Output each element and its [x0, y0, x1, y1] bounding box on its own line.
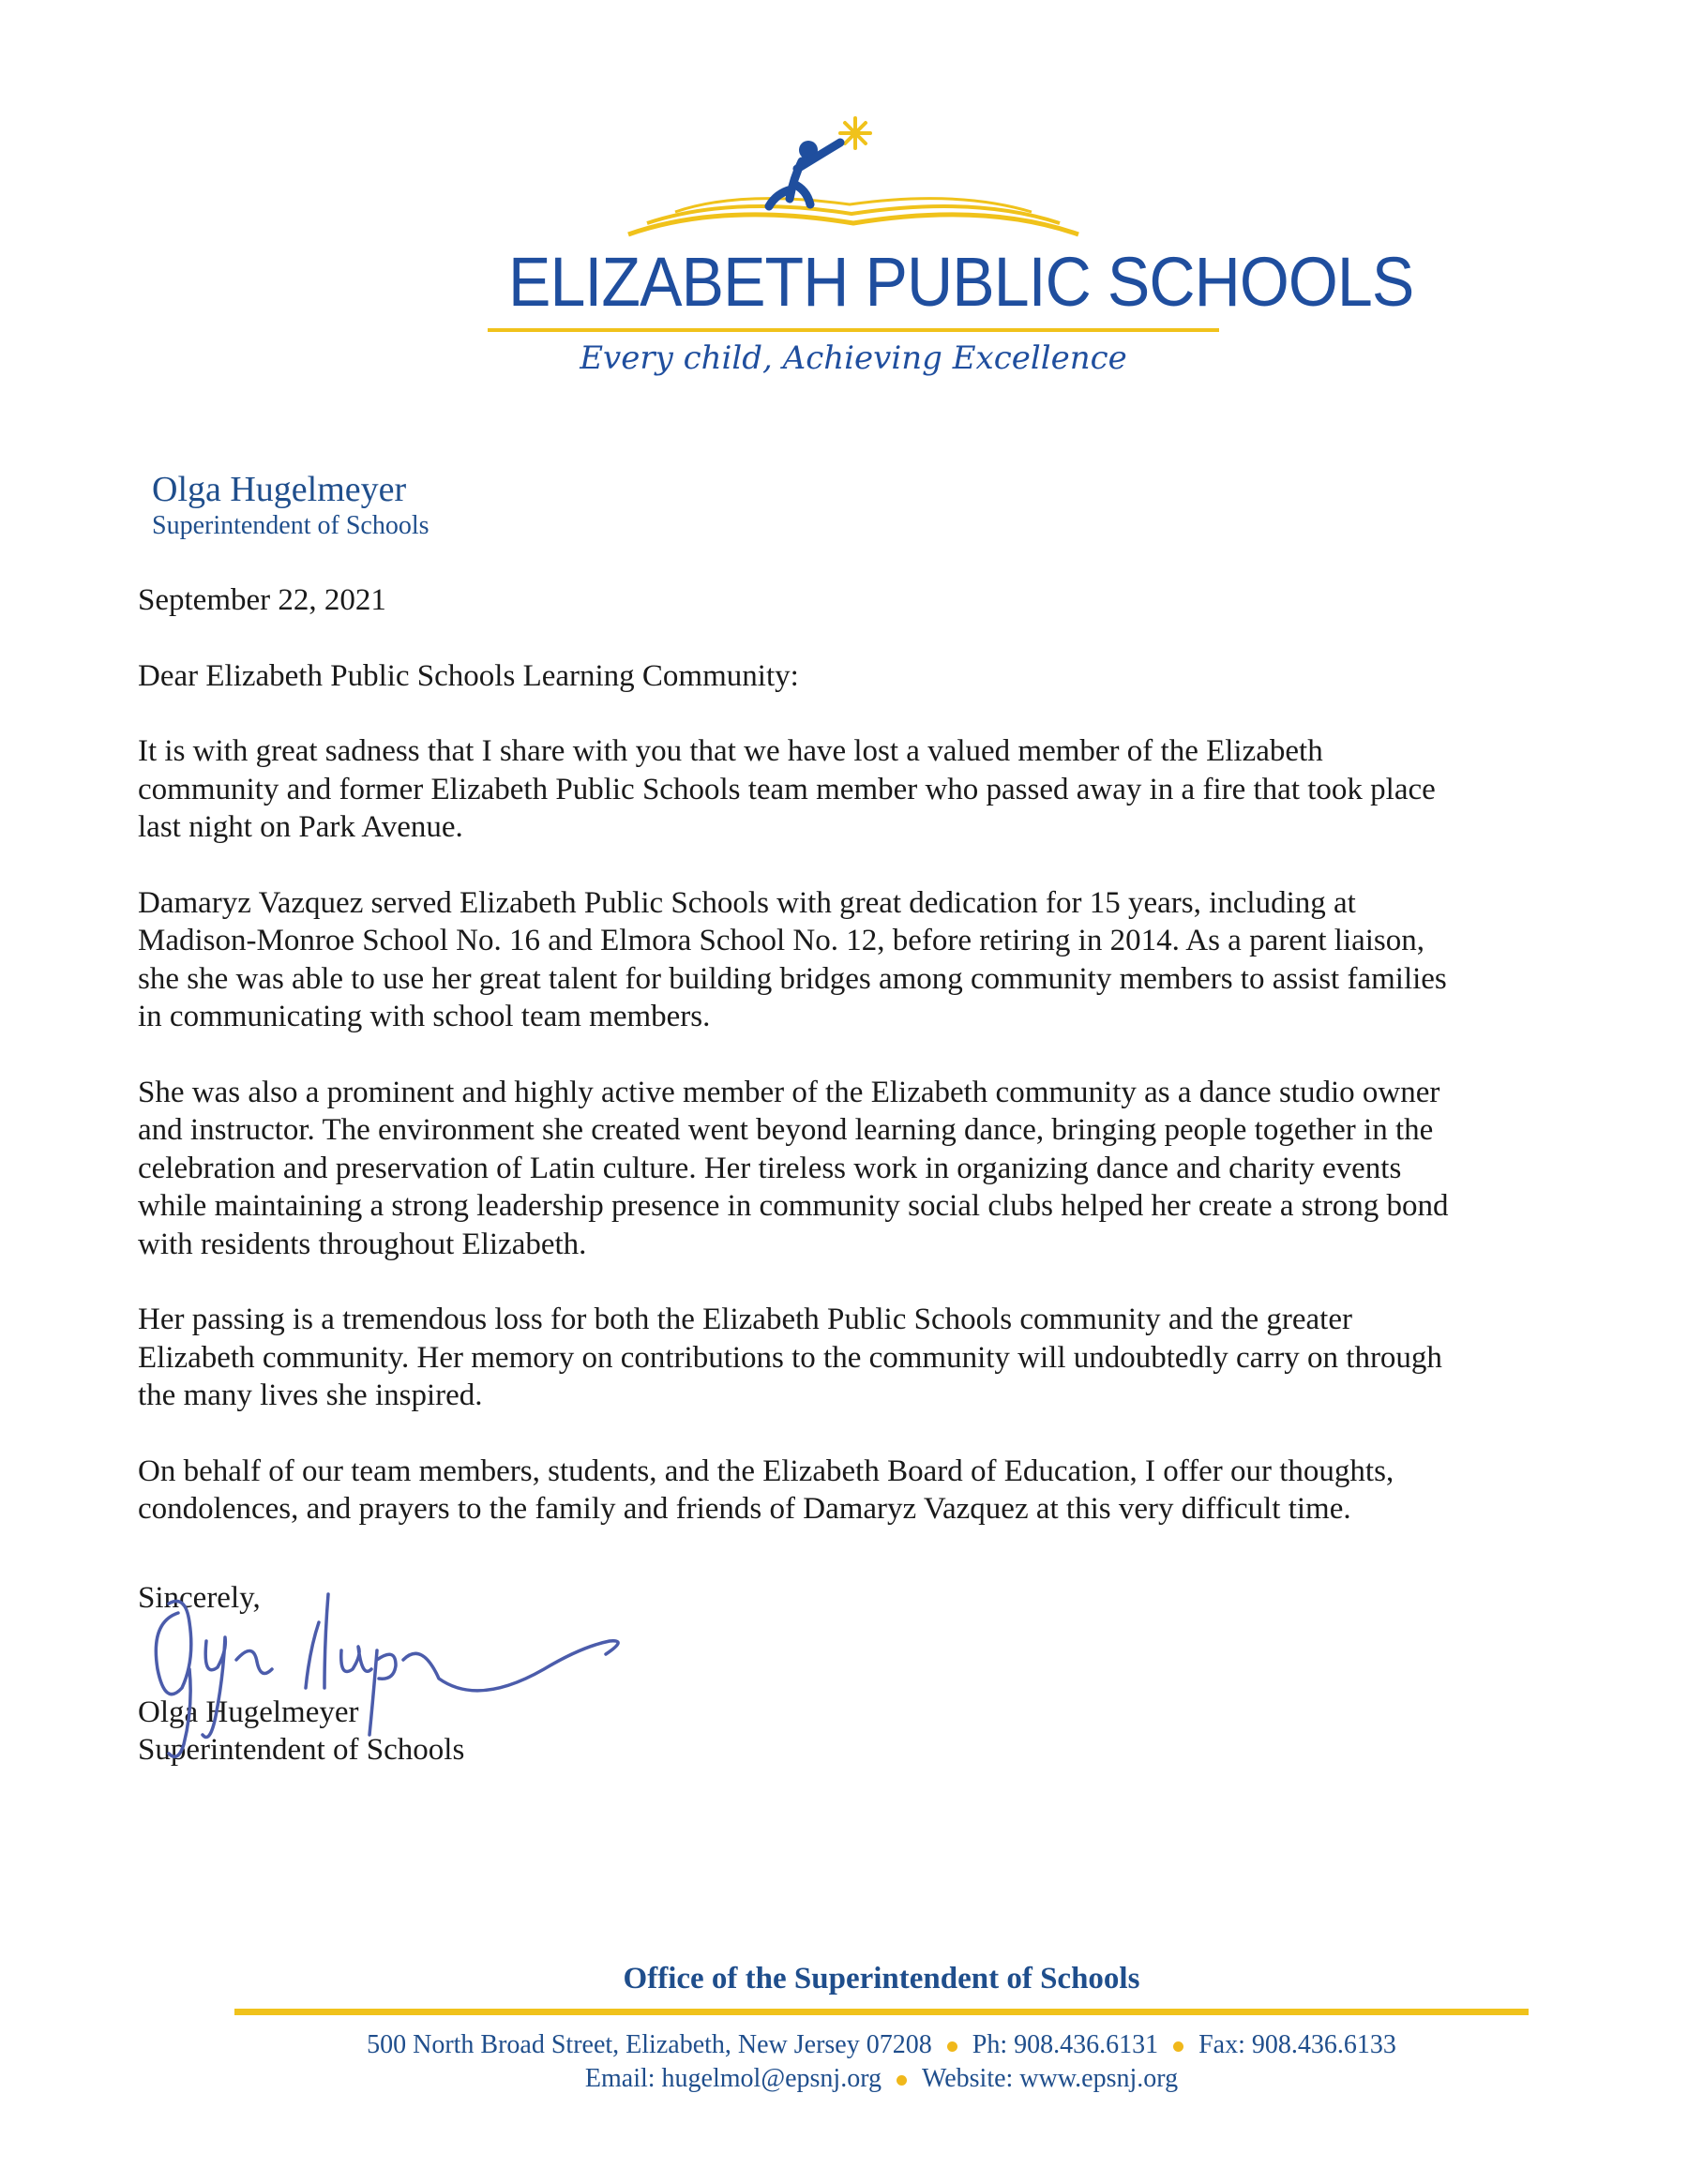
sender-block [152, 469, 430, 542]
footer-email[interactable]: Email: hugelmol@epsnj.org [584, 2064, 882, 2093]
letterhead-logo [469, 113, 1414, 394]
signer-title: Superintendent of Schools [138, 1733, 465, 1767]
handwritten-signature [141, 1557, 628, 1772]
bullet-dot-icon [897, 2075, 907, 2086]
text-line: Her passing is a tremendous loss for both the Elizabeth Public Schools community and the greater [138, 1303, 1352, 1336]
text-line: with residents throughout Elizabeth. [138, 1227, 587, 1261]
footer-phone: Ph: 908.436.6131 [972, 2030, 1159, 2059]
text-line: Madison-Monroe School No. 16 and Elmora School No. 12, before retiring in 2014. As a parent liaison, [138, 924, 1425, 957]
signer-name: Olga Hugelmeyer [138, 1694, 359, 1729]
footer-contact-line-1 [234, 2028, 1529, 2062]
child-with-star-on-book-logo [610, 113, 1097, 244]
paragraph [138, 1453, 1563, 1529]
text-line: It is with great sadness that I share with you that we have lost a valued member of the Elizabeth [138, 734, 1323, 768]
text-line: community and former Elizabeth Public Schools team member who passed away in a fire that took place [138, 772, 1436, 806]
organization-name: ELIZABETH PUBLIC SCHOOLS [508, 243, 1414, 321]
text-line: while maintaining a strong leadership presence in community social clubs helped her create a strong bond [138, 1189, 1449, 1223]
text-line: Damaryz Vazquez served Elizabeth Public Schools with great dedication for 15 years, including at [138, 885, 1356, 920]
text-line: condolences, and prayers to the family and friends of Damaryz Vazquez at this very difficult time. [138, 1492, 1351, 1526]
letter-date: September 22, 2021 [138, 583, 386, 617]
footer-contact-line-2 [234, 2062, 1529, 2096]
footer-address: 500 North Broad Street, Elizabeth, New Jersey 07208 [367, 2030, 932, 2059]
footer-rule [234, 2009, 1529, 2015]
bullet-dot-icon [1173, 2041, 1183, 2052]
paragraph [138, 1074, 1563, 1264]
organization-tagline: Every child, Achieving Excellence [580, 339, 1127, 377]
closing-word: Sincerely, [138, 1581, 261, 1615]
sender-title: Superintendent of Schools [152, 511, 430, 540]
text-line: Elizabeth community. Her memory on contributions to the community will undoubtedly carry on through [138, 1340, 1442, 1375]
text-line: celebration and preservation of Latin culture. Her tireless work in organizing dance and charity events [138, 1151, 1402, 1185]
text-line: On behalf of our team members, students, and the Elizabeth Board of Education, I offer our thoughts, [138, 1453, 1394, 1488]
text-line: she she was able to use her great talent for building bridges among community members to assist families [138, 961, 1447, 996]
sender-name: Olga Hugelmeyer [152, 470, 407, 509]
letterhead-rule [488, 328, 1219, 332]
footer-office: Office of the Superintendent of Schools [623, 1962, 1140, 1996]
paragraph [138, 732, 1563, 847]
letter-salutation: Dear Elizabeth Public Schools Learning Community: [138, 658, 799, 693]
text-line: in communicating with school team members. [138, 1000, 711, 1033]
letter-footer [234, 1960, 1529, 2096]
text-line: last night on Park Avenue. [138, 810, 463, 844]
paragraph [138, 884, 1563, 1036]
text-line: and instructor. The environment she created went beyond learning dance, bringing people together in the [138, 1113, 1434, 1147]
bullet-dot-icon [947, 2041, 957, 2052]
letter-body [138, 581, 1563, 1566]
text-line: the many lives she inspired. [138, 1378, 483, 1412]
paragraph [138, 1301, 1563, 1415]
text-line: She was also a prominent and highly active member of the Elizabeth community as a dance studio owner [138, 1075, 1440, 1109]
footer-website[interactable]: Website: www.epsnj.org [922, 2064, 1179, 2093]
footer-fax: Fax: 908.436.6133 [1198, 2030, 1396, 2059]
